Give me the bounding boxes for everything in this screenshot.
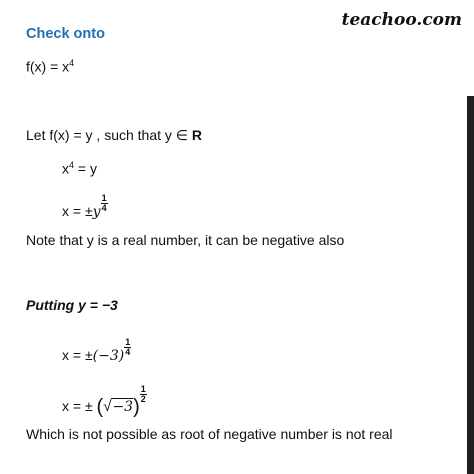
eq2-numerator: 1 xyxy=(101,193,107,203)
eq4-radicand: −3 xyxy=(112,399,134,415)
slide-side-bar xyxy=(467,96,474,474)
eq1-rhs: = y xyxy=(74,160,97,177)
real-set-symbol: R xyxy=(191,127,202,143)
function-exponent: 4 xyxy=(69,58,75,68)
eq3-denominator: 4 xyxy=(125,347,131,357)
equation-square-root xyxy=(62,385,147,419)
eq3-fraction-exponent xyxy=(124,338,131,357)
equation-x-equals-root-y xyxy=(62,194,108,220)
eq3-lhs: x = ± xyxy=(62,346,93,363)
eq4-lhs: x = ± xyxy=(62,398,97,414)
eq1-lhs: x xyxy=(62,160,69,177)
eq4-denominator: 2 xyxy=(140,394,146,404)
eq2-fraction-exponent xyxy=(101,194,108,213)
function-lhs: f(x) = x xyxy=(26,58,70,75)
eq3-numerator: 1 xyxy=(125,337,131,347)
let-statement xyxy=(26,127,202,144)
eq4-open-paren: ( xyxy=(96,396,104,418)
note-text: Note that y is a real number, it can be negative also xyxy=(26,232,345,248)
eq4-close-paren: ) xyxy=(133,396,140,418)
conclusion-text: Which is not possible as root of negative number is not real xyxy=(26,426,393,442)
eq4-fraction-exponent xyxy=(140,385,147,404)
putting-heading: Putting y = −3 xyxy=(26,297,118,313)
eq2-lhs: x = ± xyxy=(62,202,93,219)
heading: Check onto xyxy=(26,26,105,42)
equation-substitution xyxy=(62,338,131,364)
eq3-base: (−3) xyxy=(92,347,125,364)
sqrt-icon: √ xyxy=(103,398,112,415)
eq4-numerator: 1 xyxy=(140,384,146,394)
eq1-exponent: 4 xyxy=(69,160,75,170)
equation-x4-equals-y xyxy=(62,160,97,177)
eq2-variable: y xyxy=(92,203,101,220)
function-definition xyxy=(26,58,74,75)
let-text: Let f(x) = y , such that y ∈ xyxy=(26,127,192,143)
eq2-denominator: 4 xyxy=(101,203,107,213)
brand-logo: teachoo.com xyxy=(341,10,462,30)
